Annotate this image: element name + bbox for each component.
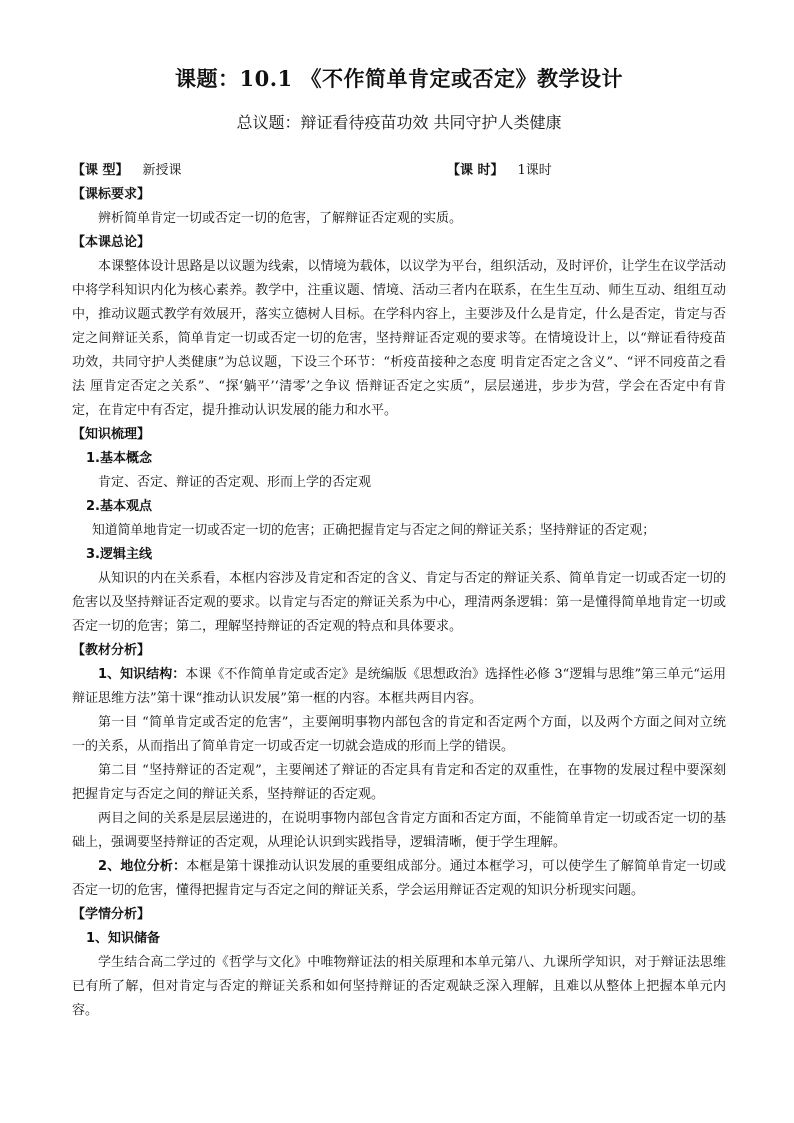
textbook-position-text: 本框是第十课推动认识发展的重要组成部分。通过本框学习，可以使学生了解简单肯定一切或否定一切的危害，懂得把握肯定与否定之间的辩证关系，学会运用辩证否定观的知识分析现实问题。 (72, 859, 726, 898)
document-title: 课题：10.1 《不作简单肯定或否定》教学设计 (175, 66, 623, 91)
knowledge-reserve-text: 学生结合高二学过的《哲学与文化》中唯物辩证法的相关原理和本单元第八、九课所学知识，对于辩证法思维已有所了解，但对肯定与否定的辩证关系和如何坚持辩证的否定观缺乏深入理解，且难以从整体上把握本单元内容。 (72, 955, 726, 1018)
section-standard-text: 辨析简单肯定一切或否定一切的危害，了解辩证否定观的实质。 (98, 211, 463, 226)
section-standard-heading: 【课标要求】 (72, 187, 151, 202)
basic-views-text: 知道简单地肯定一切或否定一切的危害；正确把握肯定与否定之间的辩证关系；坚持辩证的否定观； (92, 523, 656, 538)
basic-concepts-text: 肯定、否定、辩证的否定观、形而上学的否定观 (98, 475, 372, 490)
textbook-item2-text: 第二目 “坚持辩证的否定观”，主要阐述了辩证的否定具有肯定和否定的双重性，在事物的发展过程中要深刻把握肯定与否定之间的辩证关系，坚持辩证的否定观。 (72, 763, 726, 802)
section-learners-heading: 【学情分析】 (72, 907, 151, 922)
lesson-hours (447, 159, 552, 183)
lesson-type (72, 159, 182, 183)
lesson-type-label: 【课 型】 (72, 163, 129, 178)
knowledge-reserve-heading: 1、知识储备 (86, 931, 161, 946)
logic-heading: 3.逻辑主线 (86, 547, 152, 562)
textbook-item1-text: 第一目 “简单肯定或否定的危害”，主要阐明事物内部包含的肯定和否定两个方面，以及两个方面之间对立统一的关系，从而指出了简单肯定一切或否定一切就会造成的形而上学的错误。 (72, 715, 726, 754)
logic-text: 从知识的内在关系看，本框内容涉及肯定和否定的含义、肯定与否定的辩证关系、简单肯定一切或否定一切的危害以及坚持辩证否定观的要求。以肯定与否定的辩证关系为中心，理清两条逻辑：第一是懂得简单地肯定一切或否定一切的危害；第二，理解坚持辩证的否定观的特点和具体要求。 (72, 571, 726, 634)
document-page (72, 62, 726, 1023)
section-overview-heading: 【本课总论】 (72, 235, 151, 250)
section-textbook-heading: 【教材分析】 (72, 643, 151, 658)
basic-concepts-heading: 1.基本概念 (86, 451, 152, 466)
textbook-position-paragraph (72, 855, 726, 903)
lesson-hours-value: 1课时 (517, 163, 552, 178)
textbook-structure-paragraph (72, 663, 726, 711)
lesson-meta-row (72, 159, 726, 183)
lesson-hours-label: 【课 时】 (447, 163, 504, 178)
lesson-type-value: 新授课 (142, 163, 182, 178)
section-overview-text: 本课整体设计思路是以议题为线索，以情境为载体，以议学为平台，组织活动，及时评价，让学生在议学活动中将学科知识内化为核心素养。教学中，注重议题、情境、活动三者内在联系，在生生互动、师生互动、组组互动中，推动议题式教学有效展开，落实立德树人目标。在学科内容上，主要涉及什么是肯定，什么是否定，肯定与否定之间辩证关系，简单肯定一切或否定一切的危害，坚持辩证否定观的要求等。在情境设计上，以“辩证看待疫苗功效，共同守护人类健康”为总议题，下设三个环节：“析疫苗接种之态度 明肯定否定之含义”、“评不同疫苗之看法 厘肯定否定之关系”、“探‘躺平’‘清零’之争议 悟辩证否定之实质”，层层递进，步步为营，学会在否定中有肯定，在肯定中有否定，提升推动认识发展的能力和水平。 (72, 259, 726, 418)
textbook-structure-label: 1、知识结构： (98, 667, 186, 682)
textbook-structure-text: 本课《不作简单肯定或否定》是统编版《思想政治》选择性必修 3“逻辑与思维”第三单元“运用辩证思维方法”第十课“推动认识发展”第一框的内容。本框共两目内容。 (72, 667, 727, 706)
textbook-relation-text: 两目之间的关系是层层递进的，在说明事物内部包含肯定方面和否定方面，不能简单肯定一切或否定一切的基础上，强调要坚持辩证的否定观，从理论认识到实践指导，逻辑清晰，便于学生理解。 (72, 811, 726, 850)
basic-views-heading: 2.基本观点 (86, 499, 152, 514)
document-subtitle: 总议题：辩证看待疫苗功效 共同守护人类健康 (236, 113, 562, 132)
section-knowledge-heading: 【知识梳理】 (72, 427, 151, 442)
textbook-position-label: 2、地位分析： (98, 859, 187, 874)
